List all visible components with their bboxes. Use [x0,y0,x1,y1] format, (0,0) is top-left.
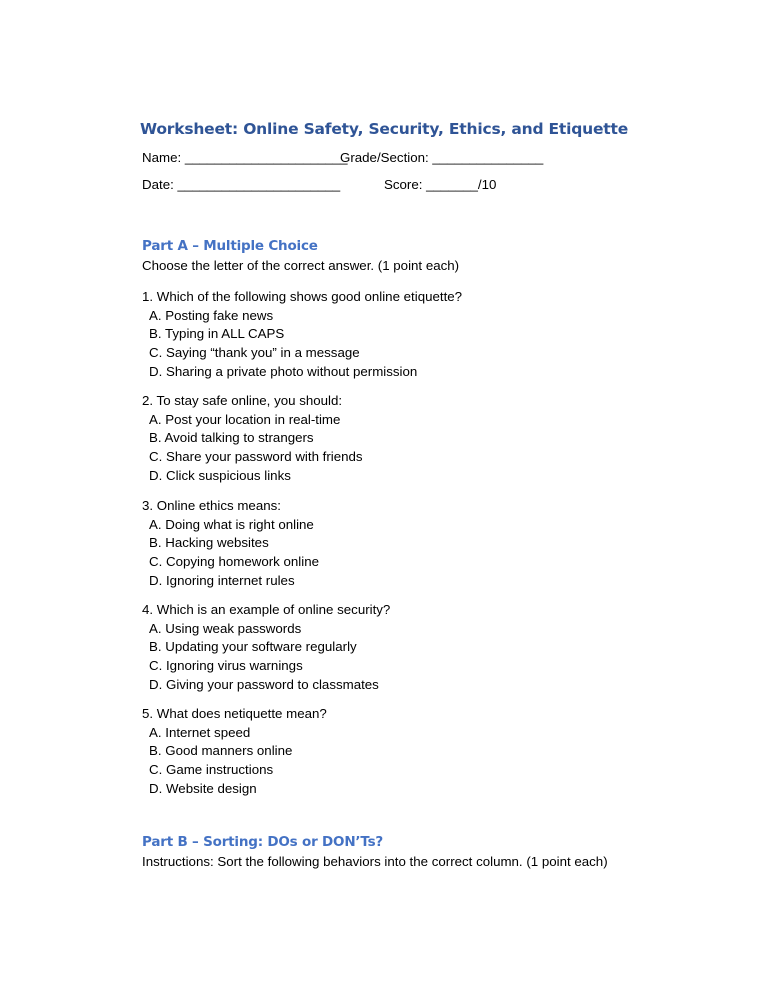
name-field: Name: ______________________ [142,150,348,165]
answer-option: D. Giving your password to classmates [149,676,379,692]
answer-option: A. Doing what is right online [149,516,314,532]
question-text: 1. Which of the following shows good online etiquette? [142,289,463,304]
answer-option: C. Copying homework online [149,554,319,570]
part-a-heading: Part A – Multiple Choice [142,238,318,254]
score-field: Score: _______/10 [384,177,497,192]
question-3 [142,497,319,591]
answer-option: B. Typing in ALL CAPS [149,326,285,342]
answer-option: A. Post your location in real-time [149,411,341,427]
answer-option: D. Sharing a private photo without permission [149,363,418,379]
answer-option: D. Ignoring internet rules [149,572,295,588]
question-4 [142,601,390,695]
date-field: Date: ______________________ [142,177,341,192]
answer-option: C. Saying “thank you” in a message [149,345,360,361]
part-b-instructions: Instructions: Sort the following behaviors into the correct column. (1 point each) [142,854,608,869]
part-b-heading: Part B – Sorting: DOs or DON’Ts? [142,834,384,850]
answer-option: D. Click suspicious links [149,467,291,483]
answer-option: C. Game instructions [149,762,274,778]
answer-option: A. Posting fake news [149,307,274,323]
question-text: 4. Which is an example of online security? [142,602,391,617]
question-text: 5. What does netiquette mean? [142,706,327,721]
answer-option: D. Website design [149,780,257,796]
answer-option: C. Ignoring virus warnings [149,658,303,674]
answer-option: B. Avoid talking to strangers [149,430,314,446]
question-5 [142,705,327,799]
part-a-instructions: Choose the letter of the correct answer. (1 point each) [142,258,460,273]
question-2 [142,392,363,486]
answer-option: B. Good manners online [149,743,293,759]
question-1 [142,288,462,382]
answer-option: B. Hacking websites [149,535,269,551]
answer-option: A. Internet speed [149,724,251,740]
question-text: 2. To stay safe online, you should: [142,393,343,408]
answer-option: A. Using weak passwords [149,620,302,636]
worksheet-title: Worksheet: Online Safety, Security, Ethics, and Etiquette [139,120,629,138]
question-text: 3. Online ethics means: [142,498,281,513]
answer-option: B. Updating your software regularly [149,639,357,655]
answer-option: C. Share your password with friends [149,449,363,465]
grade-section-field: Grade/Section: _______________ [340,150,544,165]
